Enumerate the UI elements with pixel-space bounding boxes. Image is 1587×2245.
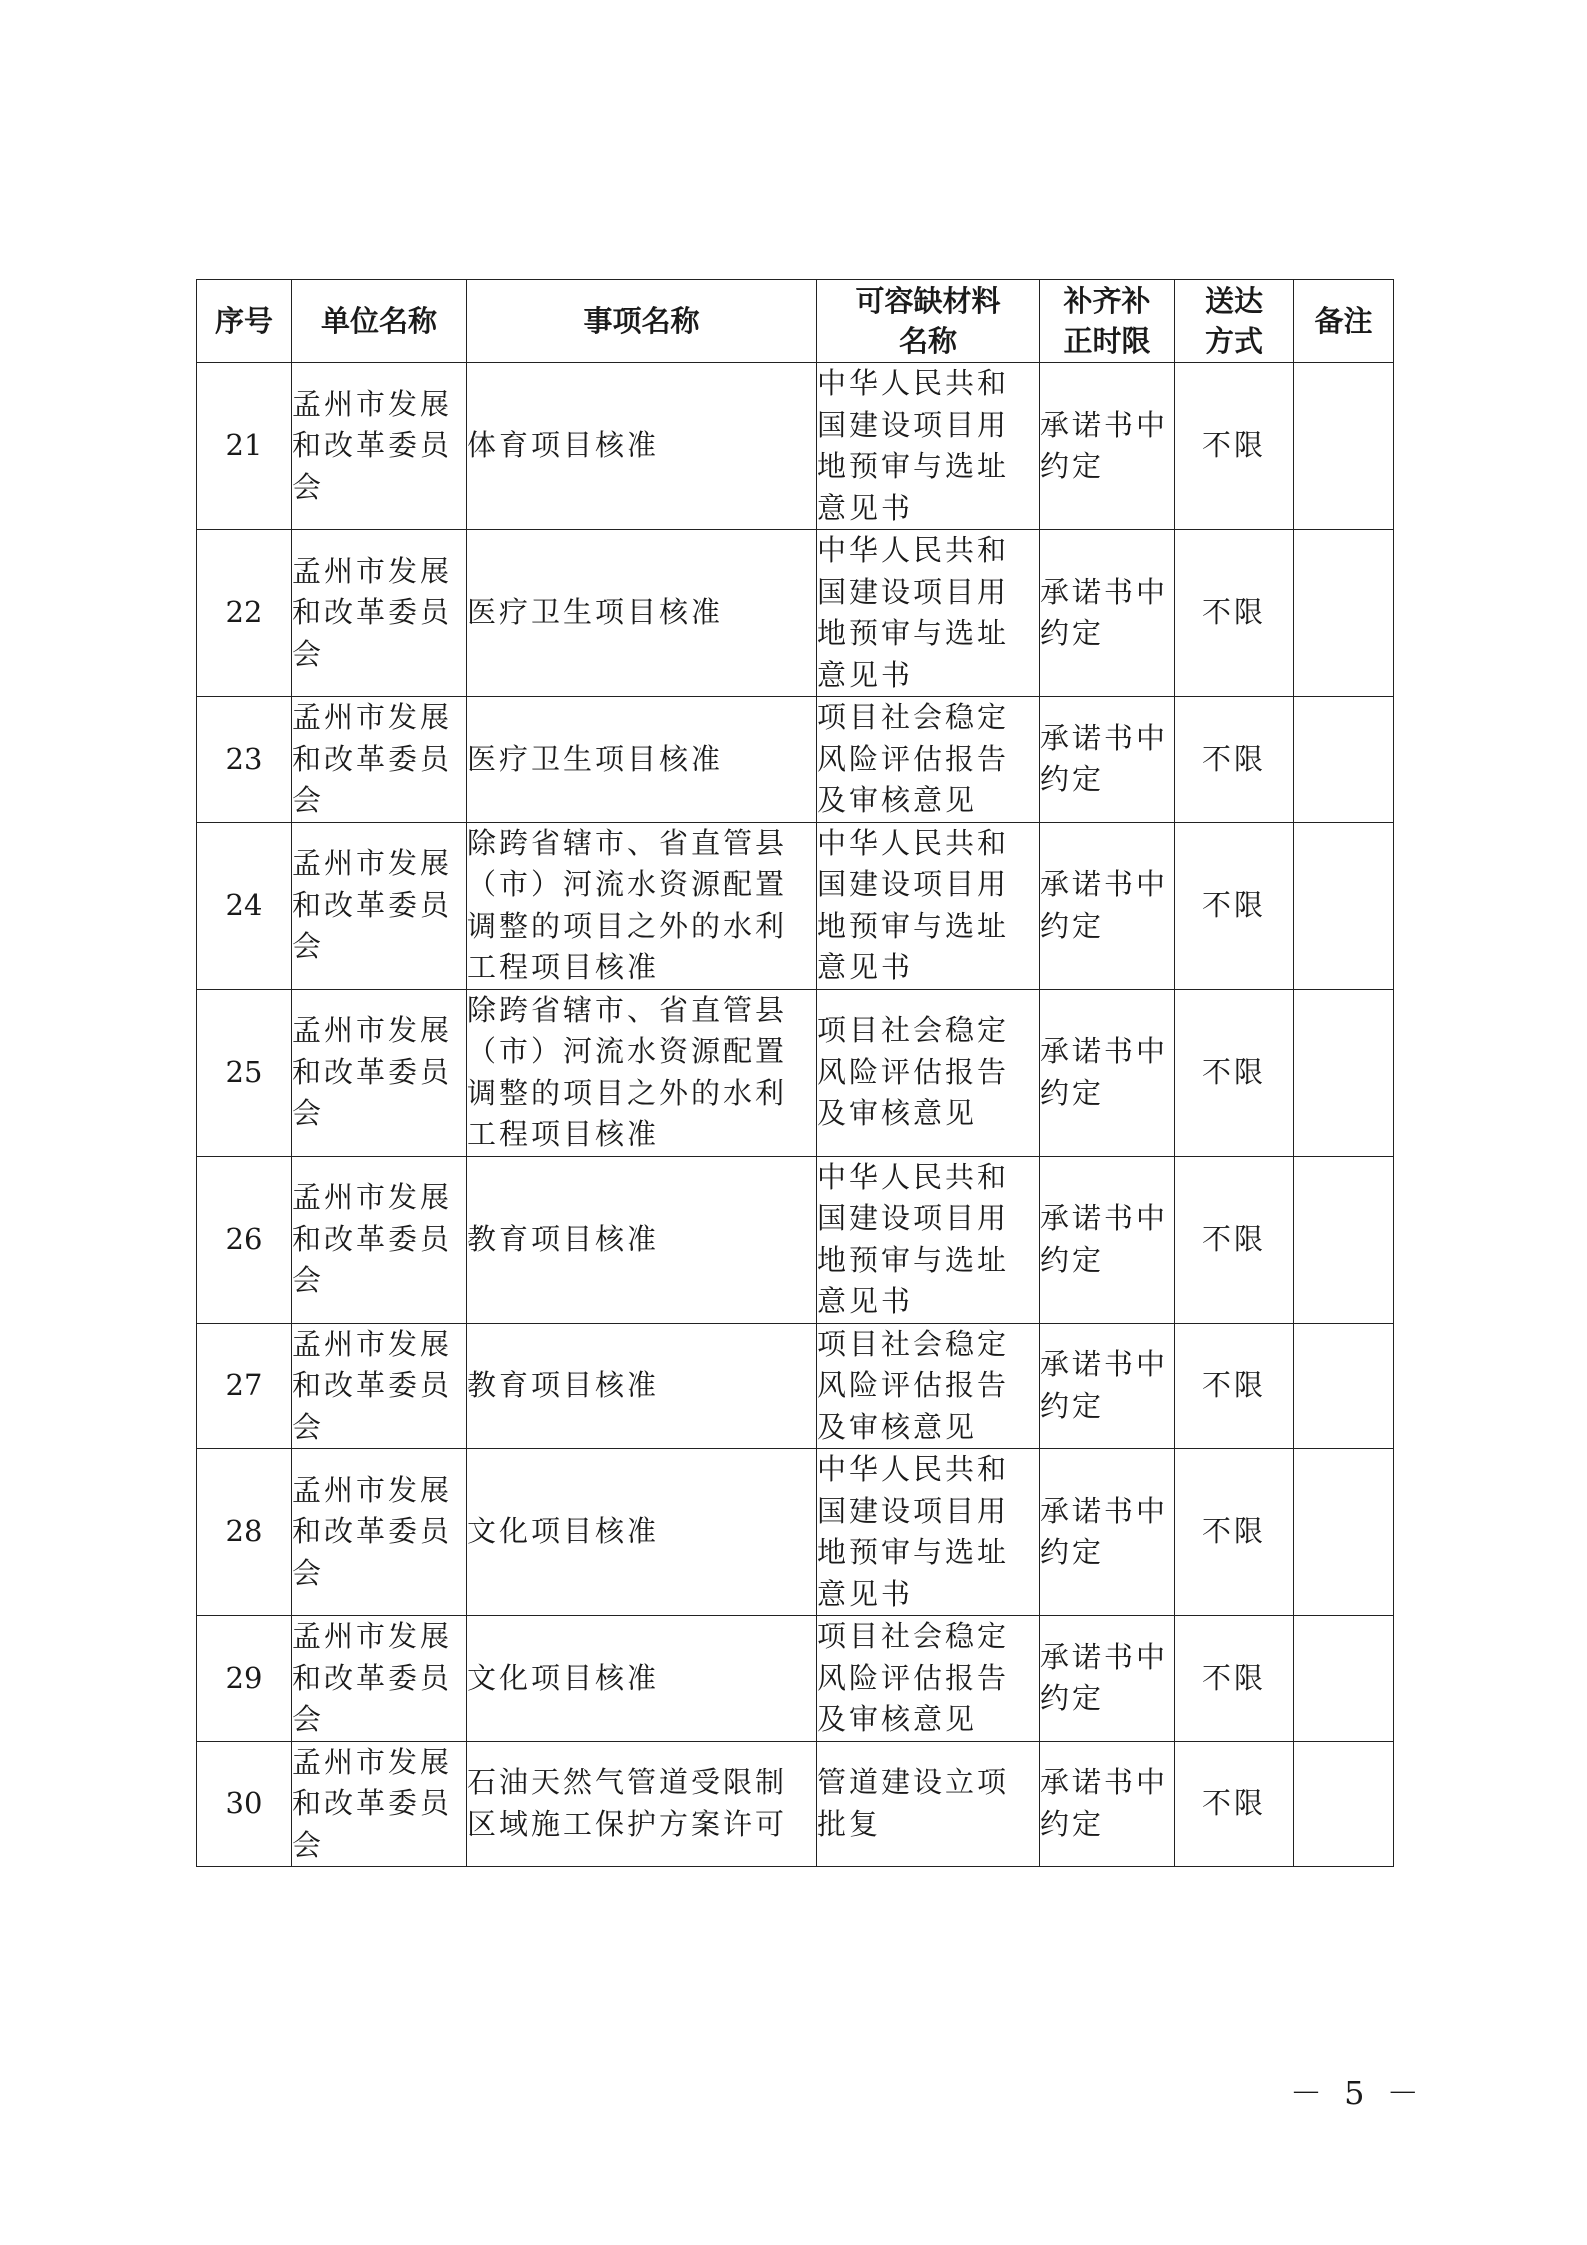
cell-item: 除跨省辖市、省直管县（市）河流水资源配置调整的项目之外的水利工程项目核准 [467, 989, 817, 1156]
cell-item: 医疗卫生项目核准 [467, 530, 817, 697]
cell-note [1294, 697, 1394, 823]
cell-unit: 孟州市发展和改革委员会 [292, 530, 467, 697]
cell-item: 教育项目核准 [467, 1323, 817, 1449]
header-material [817, 280, 1040, 363]
cell-item: 文化项目核准 [467, 1616, 817, 1742]
table-row [197, 1156, 1394, 1323]
cell-note [1294, 530, 1394, 697]
cell-note [1294, 1156, 1394, 1323]
cell-note [1294, 822, 1394, 989]
cell-item: 除跨省辖市、省直管县（市）河流水资源配置调整的项目之外的水利工程项目核准 [467, 822, 817, 989]
cell-time-limit: 承诺书中约定 [1040, 822, 1175, 989]
cell-delivery: 不限 [1175, 1156, 1294, 1323]
cell-delivery: 不限 [1175, 1741, 1294, 1867]
table-row [197, 1449, 1394, 1616]
items-table [196, 279, 1394, 1867]
cell-note [1294, 1616, 1394, 1742]
cell-time-limit: 承诺书中约定 [1040, 1156, 1175, 1323]
cell-delivery: 不限 [1175, 530, 1294, 697]
table-row [197, 530, 1394, 697]
cell-time-limit: 承诺书中约定 [1040, 1323, 1175, 1449]
cell-unit: 孟州市发展和改革委员会 [292, 1616, 467, 1742]
cell-note [1294, 363, 1394, 530]
cell-seq: 29 [197, 1616, 292, 1742]
header-item: 事项名称 [467, 280, 817, 363]
table-row [197, 697, 1394, 823]
cell-seq: 25 [197, 989, 292, 1156]
cell-material: 项目社会稳定风险评估报告及审核意见 [817, 1323, 1040, 1449]
cell-time-limit: 承诺书中约定 [1040, 697, 1175, 823]
table-row [197, 989, 1394, 1156]
cell-seq: 24 [197, 822, 292, 989]
header-note: 备注 [1294, 280, 1394, 363]
cell-seq: 26 [197, 1156, 292, 1323]
cell-material: 管道建设立项批复 [817, 1741, 1040, 1867]
table-row [197, 1741, 1394, 1867]
cell-seq: 30 [197, 1741, 292, 1867]
cell-note [1294, 989, 1394, 1156]
cell-delivery: 不限 [1175, 822, 1294, 989]
cell-note [1294, 1449, 1394, 1616]
cell-item: 文化项目核准 [467, 1449, 817, 1616]
table-header-row [197, 280, 1394, 363]
header-unit: 单位名称 [292, 280, 467, 363]
cell-material: 项目社会稳定风险评估报告及审核意见 [817, 989, 1040, 1156]
cell-time-limit: 承诺书中约定 [1040, 989, 1175, 1156]
cell-time-limit: 承诺书中约定 [1040, 363, 1175, 530]
header-delivery-line2: 方式 [1204, 324, 1263, 358]
cell-seq: 23 [197, 697, 292, 823]
header-seq: 序号 [197, 280, 292, 363]
cell-material: 中华人民共和国建设项目用地预审与选址意见书 [817, 363, 1040, 530]
header-delivery [1175, 280, 1294, 363]
header-time-line1: 补齐补 [1063, 284, 1151, 318]
cell-item: 石油天然气管道受限制区域施工保护方案许可 [467, 1741, 817, 1867]
cell-item: 教育项目核准 [467, 1156, 817, 1323]
cell-time-limit: 承诺书中约定 [1040, 1616, 1175, 1742]
cell-material: 项目社会稳定风险评估报告及审核意见 [817, 1616, 1040, 1742]
page-number: － 5 － [1290, 2074, 1425, 2112]
cell-material: 中华人民共和国建设项目用地预审与选址意见书 [817, 530, 1040, 697]
table-row [197, 822, 1394, 989]
cell-unit: 孟州市发展和改革委员会 [292, 822, 467, 989]
cell-delivery: 不限 [1175, 1323, 1294, 1449]
header-time [1040, 280, 1175, 363]
cell-seq: 22 [197, 530, 292, 697]
table-row [197, 1323, 1394, 1449]
cell-delivery: 不限 [1175, 1616, 1294, 1742]
cell-time-limit: 承诺书中约定 [1040, 530, 1175, 697]
cell-time-limit: 承诺书中约定 [1040, 1741, 1175, 1867]
cell-delivery: 不限 [1175, 363, 1294, 530]
header-time-line2: 正时限 [1063, 324, 1151, 358]
cell-unit: 孟州市发展和改革委员会 [292, 1741, 467, 1867]
cell-note [1294, 1323, 1394, 1449]
cell-material: 项目社会稳定风险评估报告及审核意见 [817, 697, 1040, 823]
table-row [197, 1616, 1394, 1742]
cell-unit: 孟州市发展和改革委员会 [292, 989, 467, 1156]
cell-delivery: 不限 [1175, 1449, 1294, 1616]
cell-seq: 28 [197, 1449, 292, 1616]
table-row [197, 363, 1394, 530]
cell-seq: 27 [197, 1323, 292, 1449]
cell-delivery: 不限 [1175, 697, 1294, 823]
cell-unit: 孟州市发展和改革委员会 [292, 1449, 467, 1616]
cell-item: 体育项目核准 [467, 363, 817, 530]
cell-unit: 孟州市发展和改革委员会 [292, 697, 467, 823]
cell-time-limit: 承诺书中约定 [1040, 1449, 1175, 1616]
cell-unit: 孟州市发展和改革委员会 [292, 363, 467, 530]
header-material-line1: 可容缺材料 [855, 284, 1001, 318]
cell-item: 医疗卫生项目核准 [467, 697, 817, 823]
cell-delivery: 不限 [1175, 989, 1294, 1156]
cell-seq: 21 [197, 363, 292, 530]
header-delivery-line1: 送达 [1204, 284, 1263, 318]
cell-note [1294, 1741, 1394, 1867]
cell-material: 中华人民共和国建设项目用地预审与选址意见书 [817, 822, 1040, 989]
header-material-line2: 名称 [898, 324, 957, 358]
cell-material: 中华人民共和国建设项目用地预审与选址意见书 [817, 1449, 1040, 1616]
cell-material: 中华人民共和国建设项目用地预审与选址意见书 [817, 1156, 1040, 1323]
cell-unit: 孟州市发展和改革委员会 [292, 1323, 467, 1449]
cell-unit: 孟州市发展和改革委员会 [292, 1156, 467, 1323]
